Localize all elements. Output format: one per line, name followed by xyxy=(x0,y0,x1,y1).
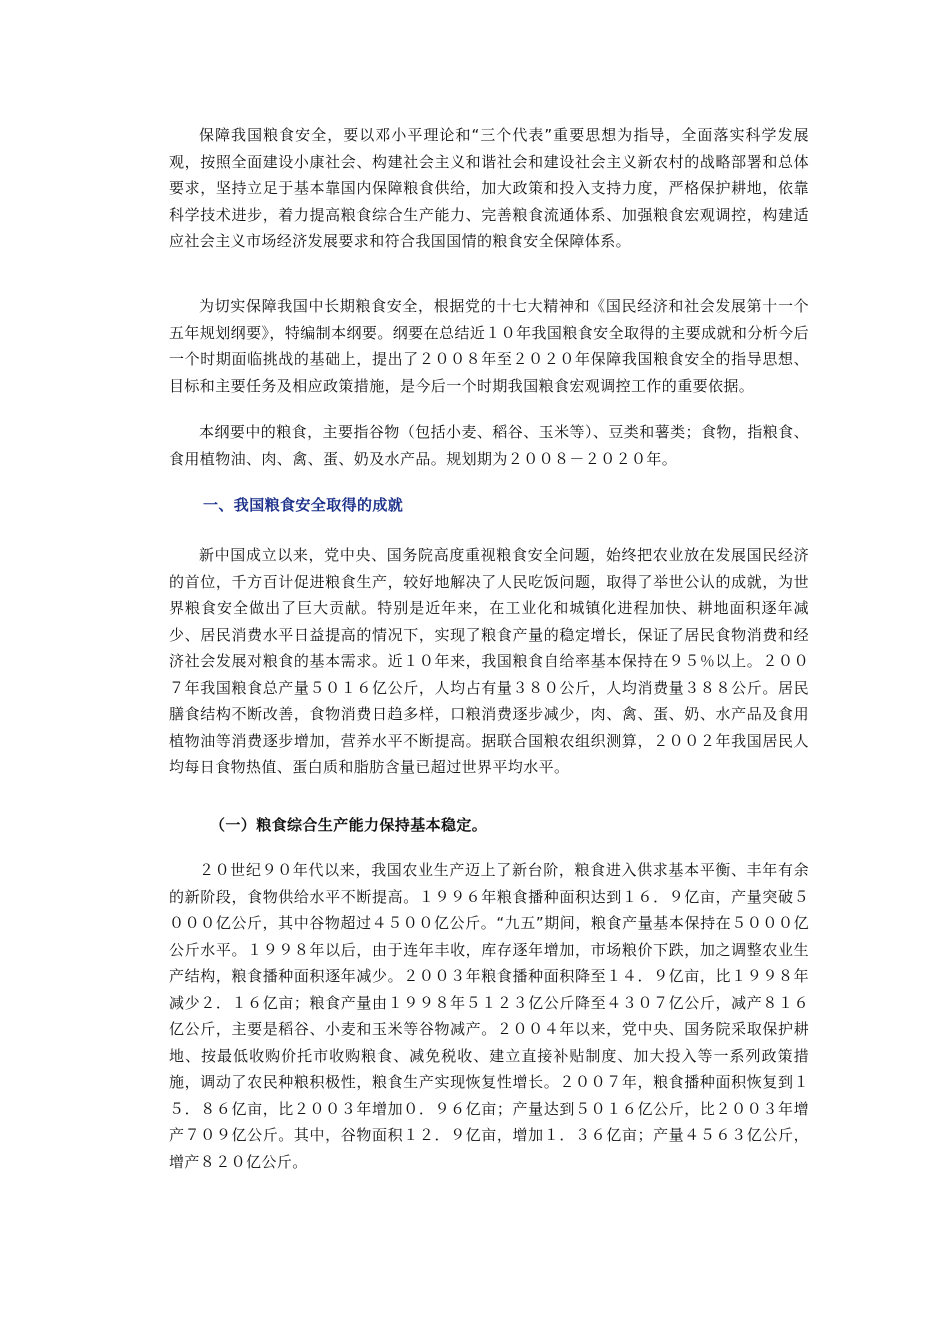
paragraph-achievements: 新中国成立以来，党中央、国务院高度重视粮食安全问题，始终把农业放在发展国民经济的首位，千方百计促进粮食生产，较好地解决了人民吃饭问题，取得了举世公认的成就，为世界粮食安全做出了巨大贡献。特别是近年来，在工业化和城镇化进程加快、耕地面积逐年减少、居民消费水平日益提高的情况下，实现了粮食产量的稳定增长，保证了居民食物消费和经济社会发展对粮食的基本需求。近１０年来，我国粮食自给率基本保持在９５％以上。２００７年我国粮食总产量５０１６亿公斤，人均占有量３８０公斤，人均消费量３８８公斤。居民膳食结构不断改善，食物消费日趋多样，口粮消费逐步减少，肉、禽、蛋、奶、水产品及食用植物油等消费逐步增加，营养水平不断提高。据联合国粮农组织测算，２００２年我国居民人均每日食物热值、蛋白质和脂肪含量已超过世界平均水平。 xyxy=(169,546,809,776)
paragraph-definitions: 本纲要中的粮食，主要指谷物（包括小麦、稻谷、玉米等）、豆类和薯类；食物，指粮食、食用植物油、肉、禽、蛋、奶及水产品。规划期为２００８－２０２０年。 xyxy=(169,423,809,468)
section-heading: 一、我国粮食安全取得的成就 xyxy=(203,496,404,514)
paragraph-guiding-principles: 保障我国粮食安全，要以邓小平理论和“三个代表”重要思想为指导，全面落实科学发展观，按照全面建设小康社会、构建社会主义和谐社会和建设社会主义新农村的战略部署和总体要求，坚持立足于基本靠国内保障粮食供给，加大政策和投入支持力度，严格保护耕地，依靠科学技术进步，着力提高粮食综合生产能力、完善粮食流通体系、加强粮食宏观调控，构建适应社会主义市场经济发展要求和符合我国国情的粮食安全保障体系。 xyxy=(169,126,809,250)
paragraph-purpose: 为切实保障我国中长期粮食安全，根据党的十七大精神和《国民经济和社会发展第十一个五年规划纲要》，特编制本纲要。纲要在总结近１０年我国粮食安全取得的主要成就和分析今后一个时期面临挑战的基础上，提出了２００８年至２０２０年保障我国粮食安全的指导思想、目标和主要任务及相应政策措施，是今后一个时期我国粮食宏观调控工作的重要依据。 xyxy=(169,297,809,395)
subsection-heading: （一）粮食综合生产能力保持基本稳定。 xyxy=(210,816,488,834)
paragraph-production-capacity: ２０世纪９０年代以来，我国农业生产迈上了新台阶，粮食进入供求基本平衡、丰年有余的新阶段，食物供给水平不断提高。１９９６年粮食播种面积达到１６．９亿亩，产量突破５０００亿公斤，其中谷物超过４５００亿公斤。“九五”期间，粮食产量基本保持在５０００亿公斤水平。１９９８年以后，由于连年丰收，库存逐年增加，市场粮价下跌，加之调整农业生产结构，粮食播种面积逐年减少。２００３年粮食播种面积降至１４．９亿亩，比１９９８年减少２．１６亿亩；粮食产量由１９９８年５１２３亿公斤降至４３０７亿公斤，减产８１６亿公斤，主要是稻谷、小麦和玉米等谷物减产。２００４年以来，党中央、国务院采取保护耕地、按最低收购价托市收购粮食、减免税收、建立直接补贴制度、加大投入等一系列政策措施，调动了农民种粮积极性，粮食生产实现恢复性增长。２００７年，粮食播种面积恢复到１５．８６亿亩，比２００３年增加０．９６亿亩；产量达到５０１６亿公斤，比２００３年增产７０９亿公斤。其中，谷物面积１２．９亿亩，增加１．３６亿亩；产量４５６３亿公斤，增产８２０亿公斤。 xyxy=(169,861,809,1171)
